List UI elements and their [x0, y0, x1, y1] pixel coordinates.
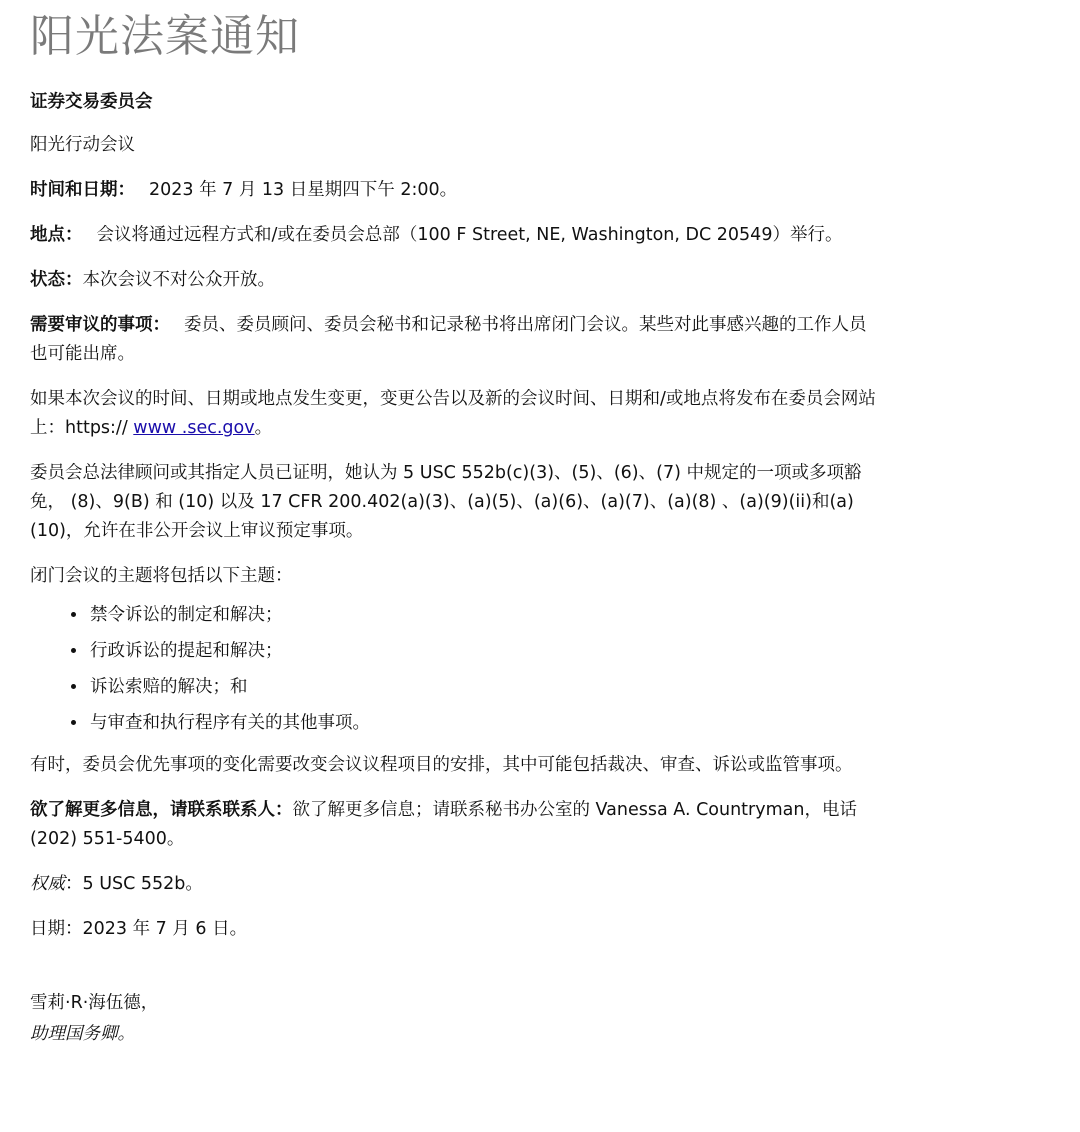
authority-section: [30, 870, 880, 899]
topics-intro: 闭门会议的主题将包括以下主题：: [30, 566, 293, 586]
status-section: [30, 266, 880, 295]
time-date-section: [30, 176, 880, 205]
matters-value: 委员、委员顾问、委员会秘书和记录秘书将出席闭门会议。某些对此事感兴趣的工作人员也可能出席。: [30, 315, 867, 364]
time-value: 2023 年 7 月 13 日星期四下午 2:00。: [149, 180, 458, 200]
change-notice: [30, 385, 880, 443]
authority-label: 权威: [30, 874, 65, 894]
sec-website-link[interactable]: www .sec.gov: [133, 418, 255, 438]
matters-label: 需要审议的事项：: [30, 315, 170, 335]
authority-value: ：5 USC 552b。: [65, 874, 203, 894]
time-label: 时间和日期：: [30, 180, 135, 200]
place-value: 会议将通过远程方式和/或在委员会总部（100 F Street, NE, Washington, DC 20549）举行。: [96, 225, 843, 245]
list-item: • 与审查和执行程序有关的其他事项。: [88, 705, 880, 741]
certification-paragraph: 委员会总法律顾问或其指定人员已证明，她认为 5 USC 552b(c)(3)、(5)、(6)、(7) 中规定的一项或多项豁免， (8)、9(B) 和 (10) 以及 17 CFR 200.402(a)(3)、(a)(5)、(a)(6)、(a)(7)、(a)(8) 、(a)(9)(ii)和(a)(10)，允许在非公开会议上审议预定事项。: [30, 463, 862, 541]
status-label: 状态：: [30, 270, 83, 290]
signature-block: [30, 988, 880, 1050]
topics-list: [30, 597, 880, 741]
contact-section: [30, 796, 880, 854]
signatory-name: 雪莉·R·海伍德，: [30, 993, 159, 1013]
contact-value: 欲了解更多信息；请联系秘书办公室的 Vanessa A. Countryman，电话 (202) 551-5400。: [30, 800, 857, 849]
matters-section: [30, 311, 880, 369]
place-section: [30, 221, 880, 250]
change-notice-text: 如果本次会议的时间、日期或地点发生变更，变更公告以及新的会议时间、日期和/或地点将发布在委员会网站上：https://: [30, 389, 876, 438]
priority-note: 有时，委员会优先事项的变化需要改变会议议程项目的安排，其中可能包括裁决、审查、诉讼或监管事项。: [30, 755, 853, 775]
meeting-type: 阳光行动会议: [30, 135, 135, 155]
dated-line: 日期：2023 年 7 月 6 日。: [30, 919, 248, 939]
list-item: • 禁令诉讼的制定和解决；: [88, 597, 880, 633]
page-title: 阳光法案通知: [30, 11, 300, 62]
list-item: • 诉讼索赔的解决；和: [88, 669, 880, 705]
agency-name: 证券交易委员会: [30, 92, 153, 112]
contact-label: 欲了解更多信息，请联系联系人：: [30, 800, 293, 820]
signatory-title: 助理国务卿。: [30, 1024, 135, 1044]
place-label: 地点：: [30, 225, 83, 245]
status-value: 本次会议不对公众开放。: [82, 270, 275, 290]
list-item: • 行政诉讼的提起和解决；: [88, 633, 880, 669]
change-notice-suffix: 。: [254, 418, 273, 438]
